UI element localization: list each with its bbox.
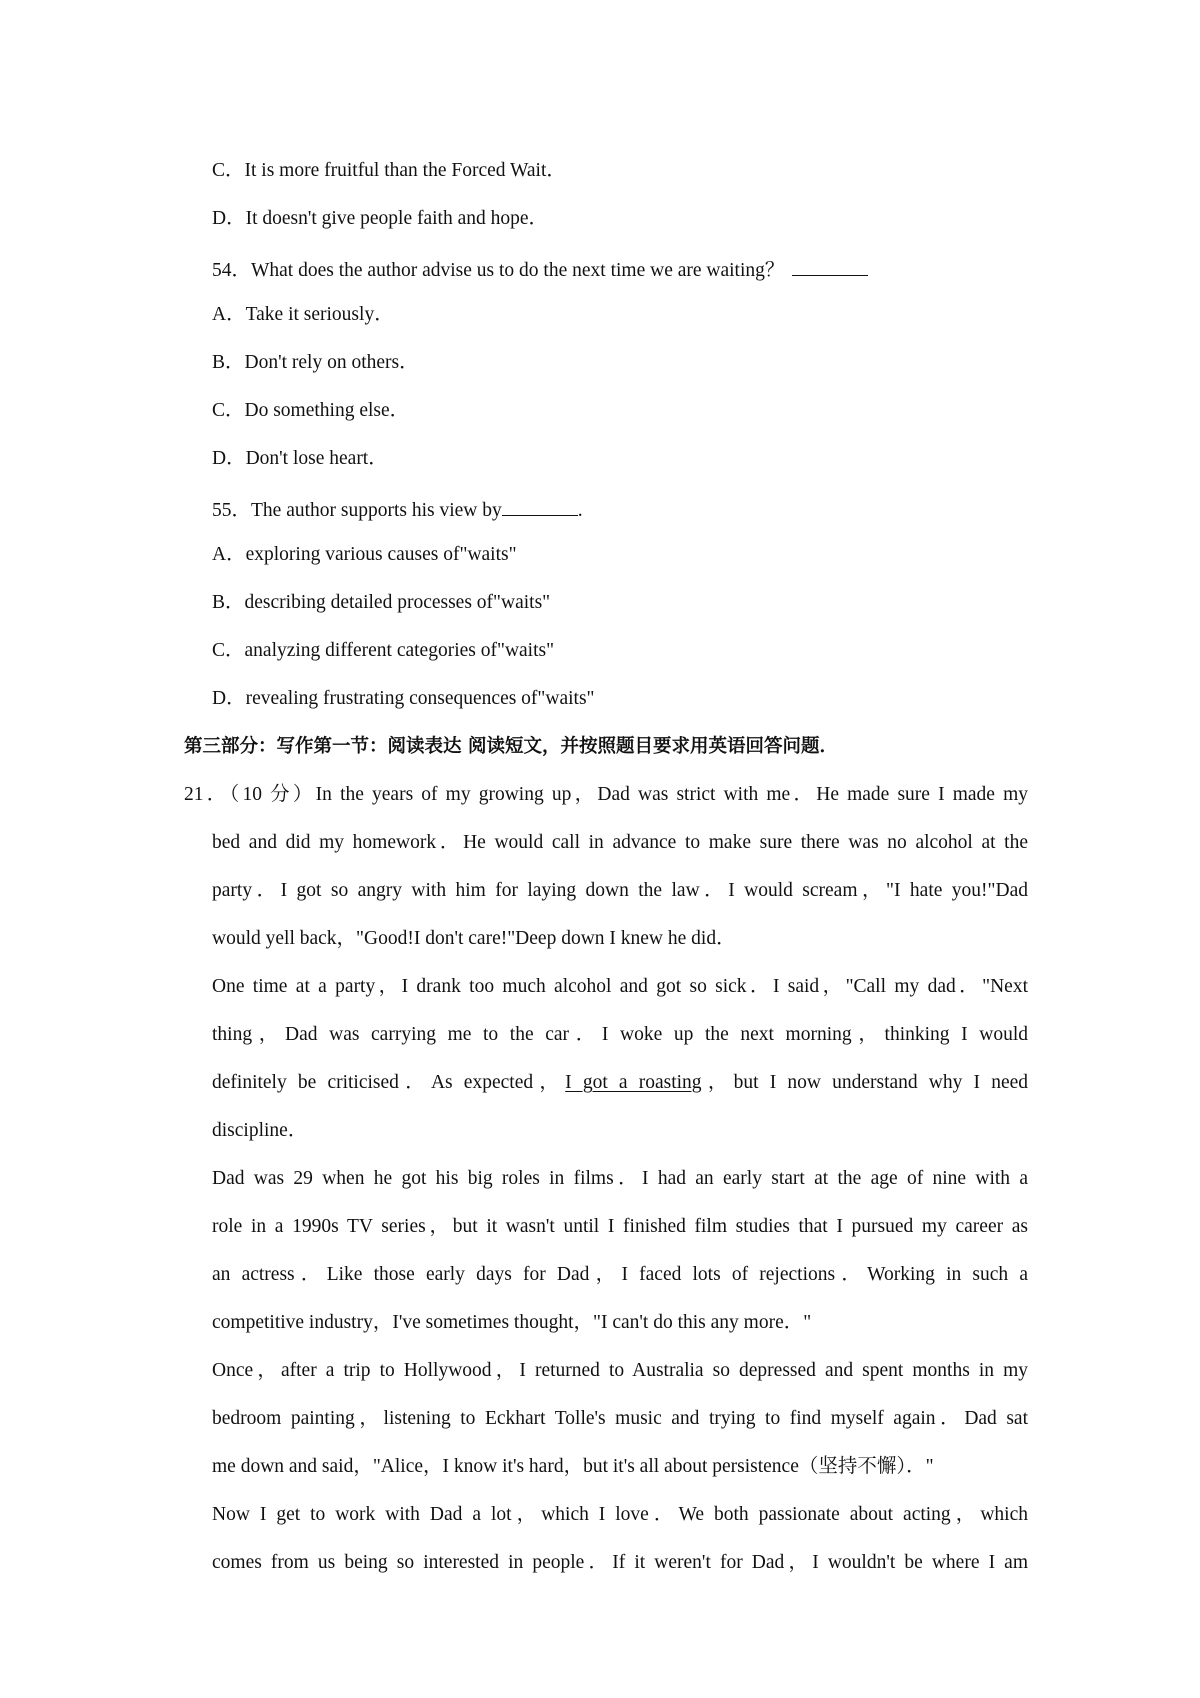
passage-line: would yell back，"Good!I don't care!"Deep down I knew he did． (212, 928, 736, 949)
q55-option-b[interactable]: B．describing detailed processes of"waits" (212, 592, 551, 613)
q54-answer-blank[interactable] (792, 255, 868, 276)
passage-line: party．I got so angry with him for laying down the law．I would scream，"I hate you!"Dad (212, 880, 1028, 901)
passage-text: definitely be criticised．As expected， (212, 1072, 566, 1093)
q54-option-b[interactable]: B．Don't rely on others． (212, 352, 419, 373)
passage-line: thing，Dad was carrying me to the car．I woke up the next morning，thinking I would (212, 1024, 1028, 1045)
q54-option-a[interactable]: A．Take it seriously． (212, 304, 394, 325)
passage-line: discipline． (212, 1120, 308, 1141)
q55-option-d[interactable]: D．revealing frustrating consequences of"waits" (212, 688, 595, 709)
passage-line: me down and said，"Alice，I know it's hard，but it's all about persistence（坚持不懈）．" (212, 1456, 934, 1477)
q55-option-c[interactable]: C．analyzing different categories of"waits" (212, 640, 555, 661)
passage-line: bedroom painting，listening to Eckhart Tolle's music and trying to find myself again．Dad sat (212, 1408, 1028, 1429)
passage-line: Now I get to work with Dad a lot，which I love．We both passionate about acting，which (212, 1504, 1028, 1525)
q55-stem (212, 495, 583, 523)
passage-text: ，but I now understand why I need (701, 1072, 1029, 1093)
passage-line: Dad was 29 when he got his big roles in films．I had an early start at the age of nine with a (212, 1168, 1028, 1189)
passage-line: bed and did my homework．He would call in advance to make sure there was no alcohol at the (212, 832, 1028, 853)
q55-stem-end: . (577, 500, 583, 521)
passage-line: competitive industry，I've sometimes thought，"I can't do this any more．" (212, 1312, 812, 1333)
passage-line: 21．（10 分）In the years of my growing up，Dad was strict with me．He made sure I made my (184, 784, 1028, 805)
q54-option-c[interactable]: C．Do something else． (212, 400, 410, 421)
passage-line: Once，after a trip to Hollywood，I returned to Australia so depressed and spent months in my (212, 1360, 1028, 1381)
q53-option-c[interactable]: C．It is more fruitful than the Forced Wait． (212, 160, 566, 181)
q55-option-a[interactable]: A．exploring various causes of"waits" (212, 544, 517, 565)
q55-answer-blank[interactable] (502, 495, 578, 516)
passage-line: an actress．Like those early days for Dad，I faced lots of rejections．Working in such a (212, 1264, 1028, 1285)
q53-option-d[interactable]: D．It doesn't give people faith and hope． (212, 208, 549, 229)
underlined-phrase: I got a roasting (565, 1072, 702, 1093)
passage-line: One time at a party，I drank too much alcohol and got so sick．I said，"Call my dad．"Next (212, 976, 1028, 997)
q54-option-d[interactable]: D．Don't lose heart． (212, 448, 388, 469)
passage-line: comes from us being so interested in people．If it weren't for Dad，I wouldn't be where I am (212, 1552, 1028, 1573)
section-heading: 第三部分：写作第一节：阅读表达 阅读短文，并按照题目要求用英语回答问题． (184, 736, 838, 757)
passage-line: role in a 1990s TV series，but it wasn't until I finished film studies that I pursued my career as (212, 1216, 1028, 1237)
q55-stem-text: 55．The author supports his view by (212, 500, 502, 521)
passage-line (212, 1071, 1028, 1095)
q54-stem-text: 54．What does the author advise us to do the next time we are waiting？ (212, 260, 785, 281)
q54-stem (212, 255, 868, 283)
